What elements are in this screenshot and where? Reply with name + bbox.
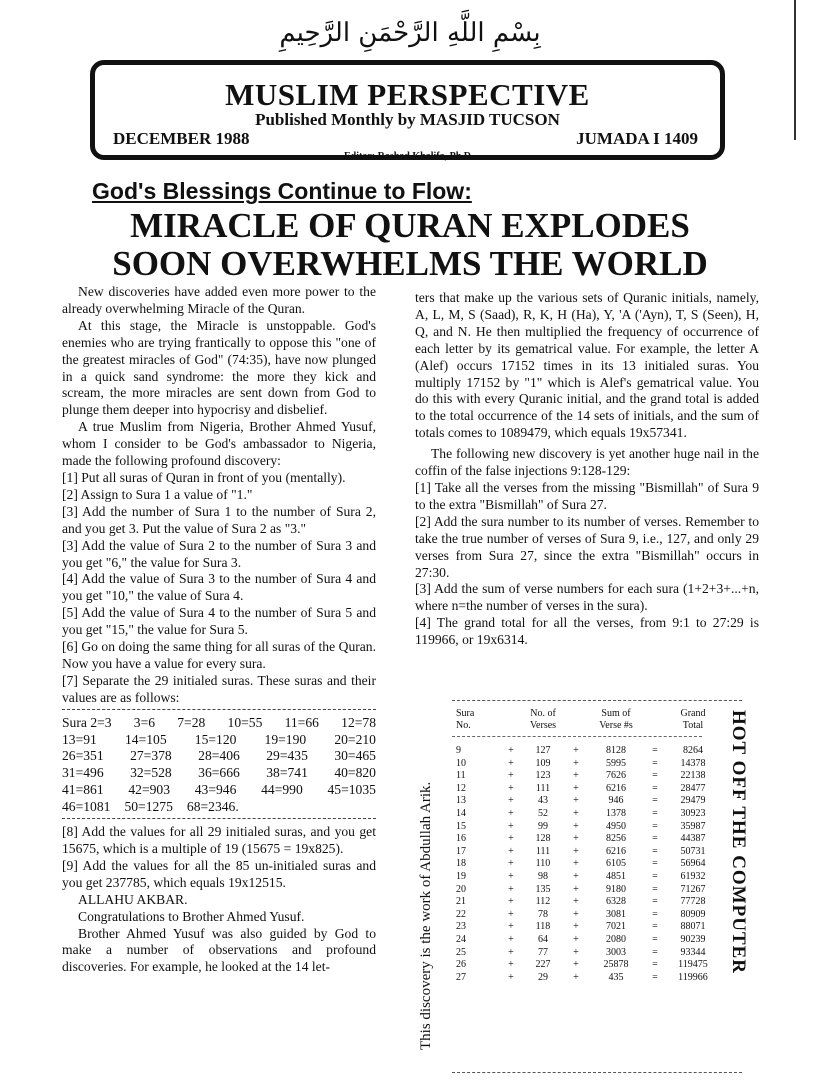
cell-sura: 11 xyxy=(456,770,466,782)
cell-sum: 9180 xyxy=(606,883,626,895)
values-row xyxy=(62,782,376,799)
equals-sign: = xyxy=(652,921,658,933)
cell-sura: 12 xyxy=(456,782,466,794)
header-text: Verse #s xyxy=(599,720,633,731)
cell-verses: 112 xyxy=(535,896,551,908)
value-cell: 36=666 xyxy=(198,765,240,781)
cell-sura: 26 xyxy=(456,959,466,971)
verses-table xyxy=(452,708,720,984)
cell-verses: 110 xyxy=(535,858,551,870)
value-cell: Sura 2=3 xyxy=(62,714,112,730)
value-cell: 43=946 xyxy=(194,782,237,798)
value-cell: 13=91 xyxy=(62,731,97,747)
cell-grand: 44387 xyxy=(680,833,706,845)
value-cell: 41=861 xyxy=(62,782,104,798)
step-item: [3] Add the sum of verse numbers for each sura (1+2+3+...+n, where n=the number of verses in the sura). xyxy=(415,581,759,614)
header-verses xyxy=(522,708,564,732)
article-kicker: God's Blessings Continue to Flow: xyxy=(92,178,472,204)
step-item: [3] Add the value of Sura 2 to the number of Sura 3 and you get "6," the value for Sura 3. xyxy=(62,537,376,570)
cell-grand: 90239 xyxy=(680,933,706,945)
equals-sign: = xyxy=(652,820,658,832)
table-header xyxy=(452,708,720,732)
plus-sign: + xyxy=(508,946,514,958)
cell-sura: 20 xyxy=(456,883,466,895)
plus-sign: + xyxy=(508,845,514,857)
table-row xyxy=(452,745,720,758)
cell-sum: 8128 xyxy=(606,745,626,756)
values-row xyxy=(62,748,376,765)
plus-sign: + xyxy=(508,820,514,832)
plus-sign: + xyxy=(508,833,514,845)
publication-title: MUSLIM PERSPECTIVE xyxy=(225,77,590,112)
cell-grand: 28477 xyxy=(680,782,706,794)
table-row xyxy=(452,846,720,859)
plus-sign: + xyxy=(573,782,579,794)
cell-sura: 18 xyxy=(456,858,466,870)
cell-sura: 22 xyxy=(456,908,466,920)
values-row xyxy=(62,765,376,782)
header-spacer xyxy=(564,708,588,732)
equals-sign: = xyxy=(652,770,658,782)
value-cell: 3=6 xyxy=(133,714,156,730)
table-body xyxy=(452,745,720,984)
headline-line-2: SOON OVERWHELMS THE WORLD xyxy=(112,244,708,283)
step-item: [6] Go on doing the same thing for all suras of the Quran. Now you have a value for every sura. xyxy=(62,639,376,671)
header-text: Total xyxy=(682,720,704,731)
table-row xyxy=(452,884,720,897)
plus-sign: + xyxy=(573,883,579,895)
table-row xyxy=(452,871,720,884)
plus-sign: + xyxy=(508,908,514,920)
cell-verses: 111 xyxy=(535,782,551,794)
value-cell: 11=66 xyxy=(284,714,319,730)
value-cell: 31=496 xyxy=(62,765,104,781)
equals-sign: = xyxy=(652,933,658,945)
value-cell: 10=55 xyxy=(227,714,263,730)
cell-verses: 135 xyxy=(535,883,551,895)
paragraph: The following new discovery is yet another huge nail in the coffin of the false injections 9:128-129: xyxy=(415,446,759,479)
equals-sign: = xyxy=(652,959,658,971)
hijri-date: JUMADA I 1409 xyxy=(576,129,698,148)
plus-sign: + xyxy=(508,782,514,794)
table-row xyxy=(452,858,720,871)
value-cell: 68=2346. xyxy=(186,799,239,815)
paragraph: New discoveries have added even more power to the already overwhelming Miracle of the Quran. xyxy=(62,284,376,316)
plus-sign: + xyxy=(573,870,579,882)
value-cell: 46=1081 xyxy=(62,799,111,815)
step-item: [5] Add the value of Sura 4 to the number of Sura 5 and you get "15," the value for Sura 5. xyxy=(62,605,376,638)
step-item: [4] The grand total for all the verses, from 9:1 to 27:29 is 119966, or 19x6314. xyxy=(415,615,759,648)
table-top-rule xyxy=(452,700,742,701)
value-cell: 15=120 xyxy=(194,731,237,747)
plus-sign: + xyxy=(573,757,579,769)
step-item: [3] Add the number of Sura 1 to the number of Sura 2, and you get 3. Put the value of Sura 2 as "3." xyxy=(62,503,376,536)
value-cell: 14=105 xyxy=(124,731,167,747)
cell-grand: 71267 xyxy=(680,883,706,895)
cell-verses: 99 xyxy=(538,820,548,832)
value-cell: 19=190 xyxy=(264,731,307,747)
congratulations-line: Congratulations to Brother Ahmed Yusuf. xyxy=(78,908,305,924)
step-item: [2] Add the sura number to its number of verses. Remember to take the true number of verses of Sura 9, i.e., 127, and only 29 verses from Sura 27, since the extra "Bismillah" occurs in 27:30. xyxy=(415,513,759,580)
header-text: Sura xyxy=(456,708,475,719)
value-cell: 40=820 xyxy=(334,765,376,781)
header-sum xyxy=(588,708,644,732)
cell-grand: 88071 xyxy=(680,921,706,933)
equals-sign: = xyxy=(652,845,658,857)
plus-sign: + xyxy=(508,745,514,756)
step-item: [4] Add the value of Sura 3 to the number of Sura 4 and you get "10," the value of Sura 4. xyxy=(62,571,376,604)
cell-sura: 23 xyxy=(456,921,466,933)
cell-verses: 128 xyxy=(535,833,551,845)
equals-sign: = xyxy=(652,946,658,958)
plus-sign: + xyxy=(508,795,514,807)
table-row xyxy=(452,770,720,783)
header-text: Verses xyxy=(529,720,557,731)
cell-grand: 30923 xyxy=(680,807,706,819)
cell-sum: 6328 xyxy=(606,896,626,908)
plus-sign: + xyxy=(573,858,579,870)
values-row xyxy=(62,715,376,732)
cell-verses: 64 xyxy=(538,933,548,945)
cell-grand: 14378 xyxy=(680,757,706,769)
cell-sum: 7626 xyxy=(606,770,626,782)
cell-verses: 77 xyxy=(538,946,548,958)
cell-sura: 14 xyxy=(456,807,466,819)
plus-sign: + xyxy=(508,770,514,782)
exclamation: ALLAHU AKBAR. xyxy=(78,891,188,907)
plus-sign: + xyxy=(573,959,579,971)
equals-sign: = xyxy=(652,745,658,756)
cell-sura: 24 xyxy=(456,933,466,945)
left-column xyxy=(62,284,376,976)
step-item: [2] Assign to Sura 1 a value of "1." xyxy=(62,486,253,502)
header-grand xyxy=(666,708,720,732)
table-row xyxy=(452,833,720,846)
cell-grand: 80909 xyxy=(680,908,706,920)
table-row xyxy=(452,934,720,947)
value-cell: 32=528 xyxy=(130,765,172,781)
paragraph: Brother Ahmed Yusuf was also guided by God to make a number of observations and profound discoveries. For example, he looked at the 14 let- xyxy=(62,925,376,975)
issue-date: DECEMBER 1988 xyxy=(113,129,250,148)
page-edge-line xyxy=(794,0,796,140)
cell-sum: 6216 xyxy=(606,845,626,857)
plus-sign: + xyxy=(573,745,579,756)
right-column xyxy=(415,290,759,649)
equals-sign: = xyxy=(652,833,658,845)
equals-sign: = xyxy=(652,908,658,920)
plus-sign: + xyxy=(573,921,579,933)
header-sura xyxy=(452,708,500,732)
equals-sign: = xyxy=(652,795,658,807)
plus-sign: + xyxy=(508,807,514,819)
plus-sign: + xyxy=(573,795,579,807)
value-cell: 29=435 xyxy=(266,748,308,764)
step-item: [7] Separate the 29 initialed suras. These suras and their values are as follows: xyxy=(62,672,376,705)
paragraph: ters that make up the various sets of Quranic initials, namely, A, L, M, S (Saad), R, K, H (Ha), Y, 'A ('Ayn), T, S (Seen), H, Q, and N. He then multiplied the frequency of occurrence of each letter by its gematrical value. For example, the letter A (Alef) occurs 17152 times in its 13 initialed suras. You multiply 17152 by "1" which is Alef's gematrical value. You do this with every Quranic initial, and the grand total is added to the total occurrence of the 14 sets of initials, and the sum of totals comes to 1089479, which equals 19x57341. xyxy=(415,290,759,441)
cell-sum: 7021 xyxy=(606,921,626,933)
header-text: Sum of xyxy=(601,708,631,719)
cell-grand: 29479 xyxy=(680,795,706,807)
header-rule xyxy=(452,732,702,737)
plus-sign: + xyxy=(508,870,514,882)
table-row xyxy=(452,821,720,834)
cell-sura: 13 xyxy=(456,795,466,807)
cell-sum: 435 xyxy=(608,971,624,983)
cell-sum: 4851 xyxy=(606,870,626,882)
value-cell: 45=1035 xyxy=(327,782,376,798)
cell-grand: 50731 xyxy=(680,845,706,857)
step-item: [8] Add the values for all 29 initialed suras, and you get 15675, which is a multiple of 19 (15675 = 19x825). xyxy=(62,824,376,856)
cell-sura: 19 xyxy=(456,870,466,882)
cell-verses: 118 xyxy=(535,921,551,933)
masthead-box xyxy=(90,60,725,160)
equals-sign: = xyxy=(652,971,658,983)
value-cell: 28=406 xyxy=(198,748,240,764)
cell-grand: 61932 xyxy=(680,870,706,882)
cell-grand: 119475 xyxy=(678,959,708,971)
cell-sura: 16 xyxy=(456,833,466,845)
plus-sign: + xyxy=(573,933,579,945)
sura-values-grid xyxy=(62,715,376,816)
plus-sign: + xyxy=(508,757,514,769)
equals-sign: = xyxy=(652,782,658,794)
cell-sum: 6216 xyxy=(606,782,626,794)
dashed-separator xyxy=(62,709,376,711)
table-row xyxy=(452,909,720,922)
paragraph: At this stage, the Miracle is unstoppable. God's enemies who are trying frantically to oppose this "one of the greatest miracles of God" (74:35), have now plunged in a quick sand syndrome: the more they kick and scream, the more miracles are sent down from God to plunge them deeper into hypocrisy and disbelief. xyxy=(62,317,376,418)
plus-sign: + xyxy=(508,858,514,870)
values-row xyxy=(62,732,376,749)
credit-vertical: This discovery is the work of Abdullah Arik. xyxy=(418,781,434,1050)
plus-sign: + xyxy=(573,946,579,958)
plus-sign: + xyxy=(573,908,579,920)
cell-verses: 227 xyxy=(535,959,551,971)
value-cell: 30=465 xyxy=(334,748,376,764)
plus-sign: + xyxy=(508,959,514,971)
step-item: [1] Put all suras of Quran in front of you (mentally). xyxy=(62,469,346,485)
value-cell: 50=1275 xyxy=(124,799,173,815)
cell-sum: 6105 xyxy=(606,858,626,870)
cell-grand: 93344 xyxy=(680,946,706,958)
header-spacer xyxy=(644,708,666,732)
cell-sum: 2080 xyxy=(606,933,626,945)
cell-sum: 4950 xyxy=(606,820,626,832)
table-row xyxy=(452,972,720,985)
table-row xyxy=(452,921,720,934)
cell-sum: 5995 xyxy=(606,757,626,769)
cell-sura: 10 xyxy=(456,757,466,769)
cell-sura: 25 xyxy=(456,946,466,958)
plus-sign: + xyxy=(573,896,579,908)
table-row xyxy=(452,795,720,808)
cell-sura: 27 xyxy=(456,971,466,983)
paragraph: A true Muslim from Nigeria, Brother Ahmed Yusuf, whom I consider to be God's ambassador to Nigeria, made the following profound discovery: xyxy=(62,419,376,469)
value-cell: 20=210 xyxy=(334,731,376,747)
value-cell: 12=78 xyxy=(341,714,376,730)
header-text: No. xyxy=(456,720,471,731)
cell-verses: 52 xyxy=(538,807,548,819)
equals-sign: = xyxy=(652,757,658,769)
cell-verses: 109 xyxy=(535,757,551,769)
cell-grand: 56964 xyxy=(680,858,706,870)
cell-grand: 35987 xyxy=(680,820,706,832)
cell-verses: 43 xyxy=(538,795,548,807)
table-row xyxy=(452,808,720,821)
value-cell: 27=378 xyxy=(130,748,172,764)
plus-sign: + xyxy=(573,807,579,819)
cell-verses: 29 xyxy=(538,971,548,983)
cell-grand: 22138 xyxy=(680,770,706,782)
step-item: [1] Take all the verses from the missing "Bismillah" of Sura 9 to the extra "Bismillah" of Sura 27. xyxy=(415,479,759,512)
cell-sura: 15 xyxy=(456,820,466,832)
cell-sura: 17 xyxy=(456,845,466,857)
cell-verses: 98 xyxy=(538,870,548,882)
step-item: [9] Add the values for all the 85 un-initialed suras and you get 237785, which equals 19x12515. xyxy=(62,857,376,890)
cell-sum: 1378 xyxy=(606,807,626,819)
value-cell: 26=351 xyxy=(62,748,104,764)
value-cell: 44=990 xyxy=(261,782,303,798)
plus-sign: + xyxy=(508,971,514,983)
cell-sum: 3081 xyxy=(606,908,626,920)
hot-off-computer-vertical: HOT OFF THE COMPUTER xyxy=(728,710,749,975)
plus-sign: + xyxy=(573,971,579,983)
table-row xyxy=(452,783,720,796)
cell-grand: 77728 xyxy=(680,896,706,908)
table-row xyxy=(452,758,720,771)
cell-verses: 78 xyxy=(538,908,548,920)
cell-verses: 127 xyxy=(535,745,551,756)
header-spacer xyxy=(500,708,522,732)
plus-sign: + xyxy=(508,921,514,933)
editor-line: Editor: Rashad Khalifa, Ph.D xyxy=(344,151,471,162)
headline-line-1: MIRACLE OF QURAN EXPLODES xyxy=(130,206,690,245)
header-text: No. of xyxy=(530,708,556,719)
equals-sign: = xyxy=(652,807,658,819)
plus-sign: + xyxy=(573,770,579,782)
dashed-separator xyxy=(62,818,376,820)
cell-grand: 119966 xyxy=(678,971,708,983)
plus-sign: + xyxy=(573,820,579,832)
plus-sign: + xyxy=(508,896,514,908)
value-cell: 7=28 xyxy=(177,714,206,730)
cell-grand: 8264 xyxy=(683,745,703,756)
cell-verses: 123 xyxy=(535,770,551,782)
cell-verses: 111 xyxy=(535,845,551,857)
cell-sum: 25878 xyxy=(603,959,629,971)
value-cell: 38=741 xyxy=(266,765,308,781)
plus-sign: + xyxy=(508,933,514,945)
table-bottom-rule xyxy=(452,1072,742,1073)
header-text: Grand xyxy=(680,708,706,719)
table-row xyxy=(452,947,720,960)
value-cell: 42=903 xyxy=(128,782,171,798)
cell-sura: 21 xyxy=(456,896,466,908)
equals-sign: = xyxy=(652,858,658,870)
cell-sum: 3003 xyxy=(606,946,626,958)
cell-sura: 9 xyxy=(456,745,461,756)
plus-sign: + xyxy=(508,883,514,895)
equals-sign: = xyxy=(652,883,658,895)
values-row xyxy=(62,799,376,816)
plus-sign: + xyxy=(573,833,579,845)
bismillah-calligraphy: بِسْمِ اللَّهِ الرَّحْمَنِ الرَّحِيمِ xyxy=(279,18,541,48)
equals-sign: = xyxy=(652,896,658,908)
table-row xyxy=(452,959,720,972)
publication-subtitle: Published Monthly by MASJID TUCSON xyxy=(255,110,560,129)
table-row xyxy=(452,896,720,909)
equals-sign: = xyxy=(652,870,658,882)
plus-sign: + xyxy=(573,845,579,857)
cell-sum: 8256 xyxy=(606,833,626,845)
cell-sum: 946 xyxy=(608,795,624,807)
